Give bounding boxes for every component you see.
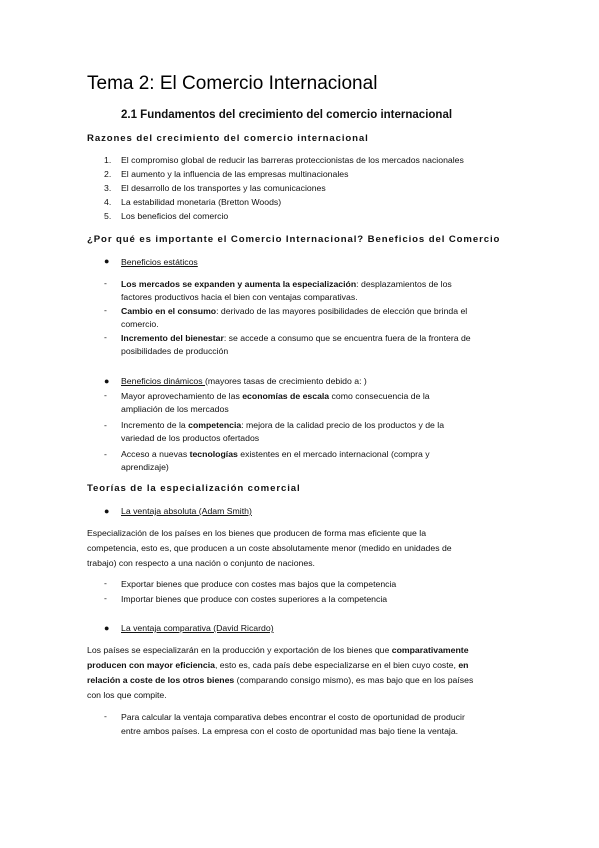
bullet-icon: ● — [104, 623, 110, 633]
list-item: Exportar bienes que produce con costes mas bajos que la competencia — [121, 579, 397, 589]
paragraph-line: competencia, esto es, que producen a un coste absolutamente menor (medido en unidades de — [87, 543, 452, 553]
list-item: Cambio en el consumo: derivado de las mayores posibilidades de elección que brinda el — [121, 306, 468, 316]
paragraph-line: con los que compite. — [87, 690, 167, 700]
list-item-continuation: ampliación de los mercados — [121, 404, 229, 414]
dash-marker: - — [104, 420, 107, 430]
dash-marker: - — [104, 305, 107, 315]
list-item-number: 1. — [104, 155, 112, 165]
paragraph-line: trabajo) con respecto a una nación o conjunto de naciones. — [87, 558, 315, 568]
heading-importancia: ¿Por qué es importante el Comercio Internacional? Beneficios del Comercio — [87, 234, 501, 245]
heading-razones: Razones del crecimiento del comercio internacional — [87, 133, 369, 144]
paragraph-line: Los países se especializarán en la producción y exportación de los bienes que comparativamente — [87, 645, 469, 655]
list-item: Importar bienes que produce con costes superiores a la competencia — [121, 594, 388, 604]
heading-teorias: Teorías de la especialización comercial — [87, 483, 301, 494]
bullet-icon: ● — [104, 506, 110, 516]
list-item-number: 3. — [104, 183, 112, 193]
list-item: Mayor aprovechamiento de las economías de escala como consecuencia de la — [121, 391, 430, 401]
ventaja-comparativa-label: La ventaja comparativa (David Ricardo) — [121, 623, 274, 633]
dash-marker: - — [104, 390, 107, 400]
list-item-number: 5. — [104, 211, 112, 221]
list-item-number: 2. — [104, 169, 112, 179]
list-item-continuation: aprendizaje) — [121, 462, 169, 472]
dash-marker: - — [104, 449, 107, 459]
list-item: El desarrollo de los transportes y las comunicaciones — [121, 183, 326, 193]
list-item-number: 4. — [104, 197, 112, 207]
dash-marker: - — [104, 593, 107, 603]
page-title: Tema 2: El Comercio Internacional — [87, 73, 378, 94]
bullet-icon: ● — [104, 256, 110, 266]
bullet-icon: ● — [104, 376, 110, 386]
dash-marker: - — [104, 578, 107, 588]
list-item: Incremento del bienestar: se accede a consumo que se encuentra fuera de la frontera de — [121, 333, 471, 343]
dash-marker: - — [104, 278, 107, 288]
list-item: Incremento de la competencia: mejora de la calidad precio de los productos y de la — [121, 420, 445, 430]
dash-marker: - — [104, 711, 107, 721]
dash-marker: - — [104, 332, 107, 342]
paragraph-line: producen con mayor eficiencia, esto es, cada país debe especializarse en el bien cuyo coste, en — [87, 660, 469, 670]
list-item-continuation: comercio. — [121, 319, 159, 329]
list-item: El aumento y la influencia de las empresas multinacionales — [121, 169, 349, 179]
list-item: Para calcular la ventaja comparativa debes encontrar el costo de oportunidad de producir — [121, 712, 465, 722]
paragraph-line: Especialización de los países en los bienes que producen de forma mas eficiente que la — [87, 528, 427, 538]
list-item: Acceso a nuevas tecnologías existentes en el mercado internacional (compra y — [121, 449, 430, 459]
list-item: Los mercados se expanden y aumenta la especialización: desplazamientos de los — [121, 279, 452, 289]
list-item-continuation: variedad de los productos ofertados — [121, 433, 260, 443]
paragraph-line: relación a coste de los otros bienes (comparando consigo mismo), es mas bajo que en los países — [87, 675, 474, 685]
beneficios-estaticos-label: Beneficios estáticos — [121, 257, 198, 267]
ventaja-absoluta-label: La ventaja absoluta (Adam Smith) — [121, 506, 252, 516]
list-item: Los beneficios del comercio — [121, 211, 229, 221]
beneficios-dinamicos-label: Beneficios dinámicos (mayores tasas de crecimiento debido a: ) — [121, 376, 367, 386]
list-item: La estabilidad monetaria (Bretton Woods) — [121, 197, 282, 207]
list-item-continuation: entre ambos países. La empresa con el costo de oportunidad mas bajo tiene la ventaja. — [121, 726, 459, 736]
section-subtitle: 2.1 Fundamentos del crecimiento del comercio internacional — [121, 109, 453, 121]
list-item: El compromiso global de reducir las barreras proteccionistas de los mercados nacionales — [121, 155, 464, 165]
list-item-continuation: factores productivos hacia el bien con ventajas comparativas. — [121, 292, 358, 302]
list-item-continuation: posibilidades de producción — [121, 346, 229, 356]
